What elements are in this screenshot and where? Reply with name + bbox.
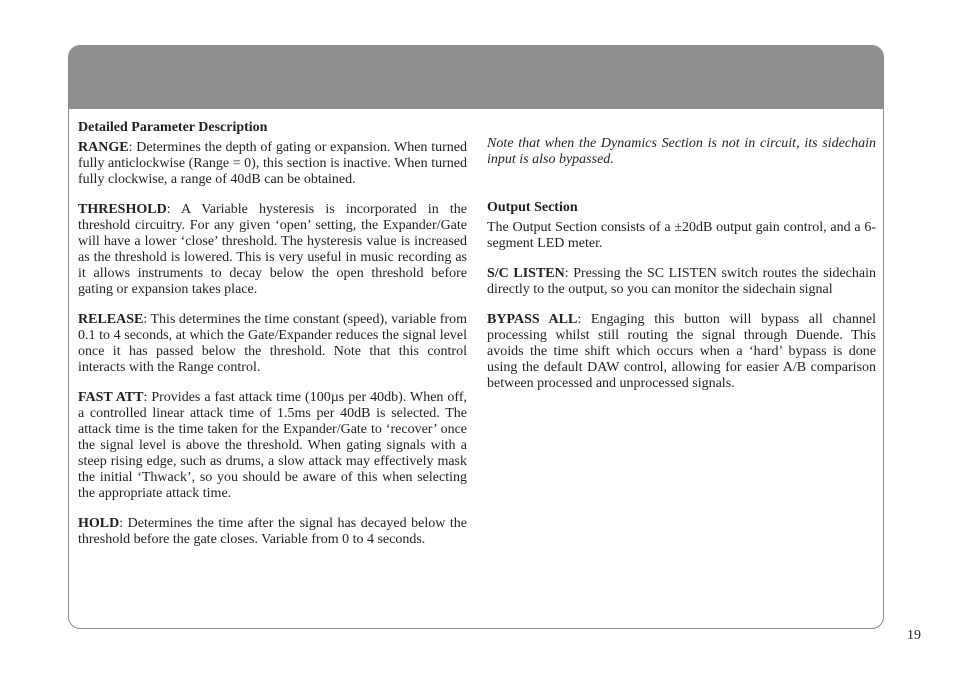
- param-hold: [78, 516, 467, 548]
- page-number: 19: [907, 628, 921, 643]
- right-column: [487, 120, 876, 406]
- header-bar: [69, 46, 883, 109]
- section-title: Detailed Parameter Description: [78, 120, 268, 135]
- param-text: : This determines the time constant (speed), variable from 0.1 to 4 seconds, at which the Gate/Expander reduces the signal level once it has passed below the threshold. Note that this control interacts with the Range control.: [78, 312, 467, 375]
- param-term: RELEASE: [78, 312, 144, 327]
- param-text: : Engaging this button will bypass all channel processing whilst still routing the signal through Duende. This avoids the time shift which occurs when a ‘hard’ bypass is done using the default DAW control, allowing for easier A/B comparison between processed and unprocessed signals.: [487, 312, 876, 391]
- param-term: THRESHOLD: [78, 202, 167, 217]
- param-text: : Pressing the SC LISTEN switch routes the sidechain directly to the output, so you can monitor the sidechain signal: [487, 266, 876, 297]
- param-threshold: [78, 202, 467, 298]
- param-term: FAST ATT: [78, 390, 144, 405]
- left-column: [78, 120, 467, 562]
- param-range: [78, 140, 467, 188]
- page-frame: [68, 45, 884, 629]
- param-term: BYPASS ALL: [487, 312, 578, 327]
- param-term: S/C LISTEN: [487, 266, 565, 281]
- param-sc-listen: [487, 266, 876, 298]
- output-section-title: Output Section: [487, 200, 578, 215]
- dynamics-note: Note that when the Dynamics Section is not in circuit, its sidechain input is also bypassed.: [487, 136, 876, 167]
- param-text: : A Variable hysteresis is incorporated in the threshold circuitry. For any given ‘open’ setting, the Expander/Gate will have a lower ‘close’ threshold. The hysteresis value is increased as the threshold is lowered. This is very useful in music recording as it allows instruments to decay below the open threshold before gating or expansion takes place.: [78, 202, 467, 297]
- param-term: RANGE: [78, 140, 129, 155]
- param-bypass-all: [487, 312, 876, 392]
- output-section-text: The Output Section consists of a ±20dB output gain control, and a 6-segment LED meter.: [487, 220, 876, 251]
- param-text: : Provides a fast attack time (100µs per 40db). When off, a controlled linear attack time of 1.5ms per 40dB is selected. The attack time is the time taken for the Expander/Gate to ‘recover’ once the signal level is above the threshold. When gating signals with a steep rising edge, such as drums, a slow attack may effectively mask the initial ‘Thwack’, so you should be aware of this when selecting the appropriate attack time.: [78, 390, 467, 501]
- param-text: : Determines the time after the signal has decayed below the threshold before the gate closes. Variable from 0 to 4 seconds.: [78, 516, 467, 547]
- param-text: : Determines the depth of gating or expansion. When turned fully anticlockwise (Range = 0), this section is inactive. When turned fully clockwise, a range of 40dB can be obtained.: [78, 140, 467, 187]
- param-release: [78, 312, 467, 376]
- param-term: HOLD: [78, 516, 120, 531]
- param-fast-att: [78, 390, 467, 502]
